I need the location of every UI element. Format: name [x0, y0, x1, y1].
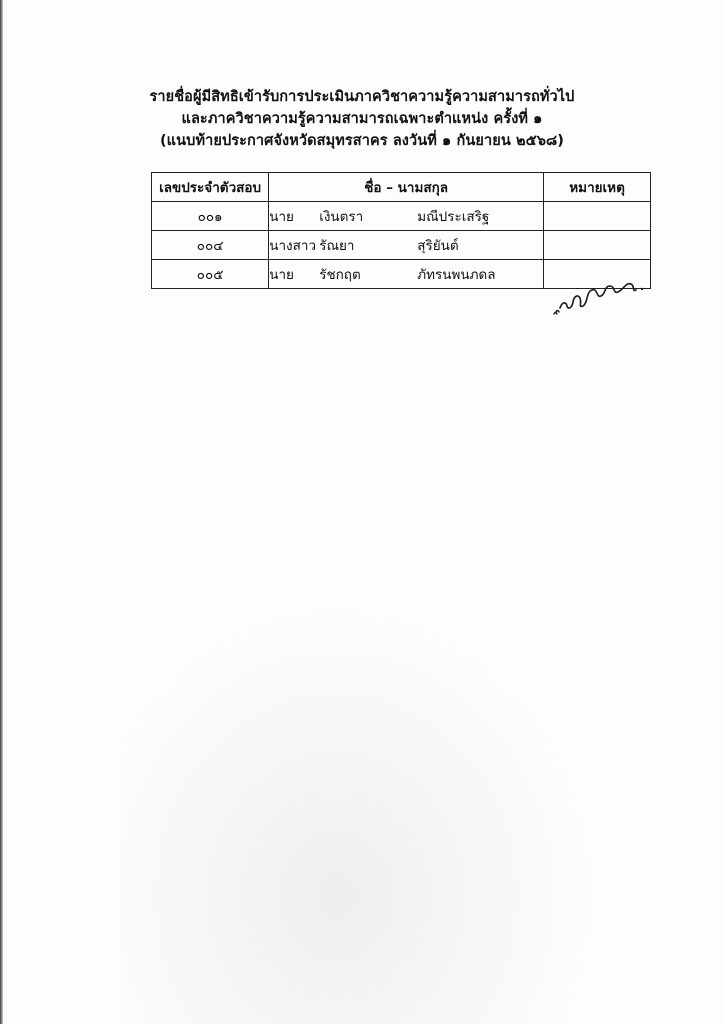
- document-heading: [0, 86, 724, 152]
- name-cell: [269, 231, 544, 260]
- name-cell: [269, 202, 544, 231]
- first-name: รัณยา: [319, 238, 355, 254]
- header-name: ชื่อ – นามสกุล: [269, 173, 544, 202]
- last-name: สุริยันต์: [417, 238, 459, 254]
- last-name: มณีประเสริฐ: [417, 209, 490, 225]
- name-prefix: นางสาว: [269, 238, 317, 254]
- remark-cell: [544, 202, 651, 231]
- exam-id-cell: ๐๐๑: [152, 202, 269, 231]
- heading-line-3: (แนบท้ายประกาศจังหวัดสมุทรสาคร ลงวันที่ ๑ กันยายน ๒๕๖๘): [159, 133, 565, 149]
- first-name: เงินตรา: [319, 209, 364, 225]
- name-prefix: นาย: [269, 209, 294, 225]
- first-name: รัชกฤต: [319, 267, 361, 283]
- scan-noise: [120, 600, 600, 1024]
- header-remark: หมายเหตุ: [544, 173, 651, 202]
- page-edge: [0, 0, 3, 1024]
- last-name: ภัทรนพนภดล: [417, 267, 496, 283]
- exam-id-cell: ๐๐๔: [152, 231, 269, 260]
- exam-id-cell: ๐๐๕: [152, 260, 269, 289]
- table-row: [152, 231, 651, 260]
- heading-line-1: รายชื่อผู้มีสิทธิเข้ารับการประเมินภาควิชาความรู้ความสามารถทั่วไป: [149, 89, 575, 105]
- heading-line-2: และภาควิชาความรู้ความสามารถเฉพาะตำแหน่ง ครั้งที่ ๑: [181, 111, 543, 127]
- header-exam-id: เลขประจำตัวสอบ: [152, 173, 269, 202]
- remark-cell: [544, 231, 651, 260]
- name-prefix: นาย: [269, 267, 294, 283]
- table-header-row: [152, 173, 651, 202]
- table-row: [152, 202, 651, 231]
- name-cell: [269, 260, 544, 289]
- handwritten-signature: [552, 268, 652, 318]
